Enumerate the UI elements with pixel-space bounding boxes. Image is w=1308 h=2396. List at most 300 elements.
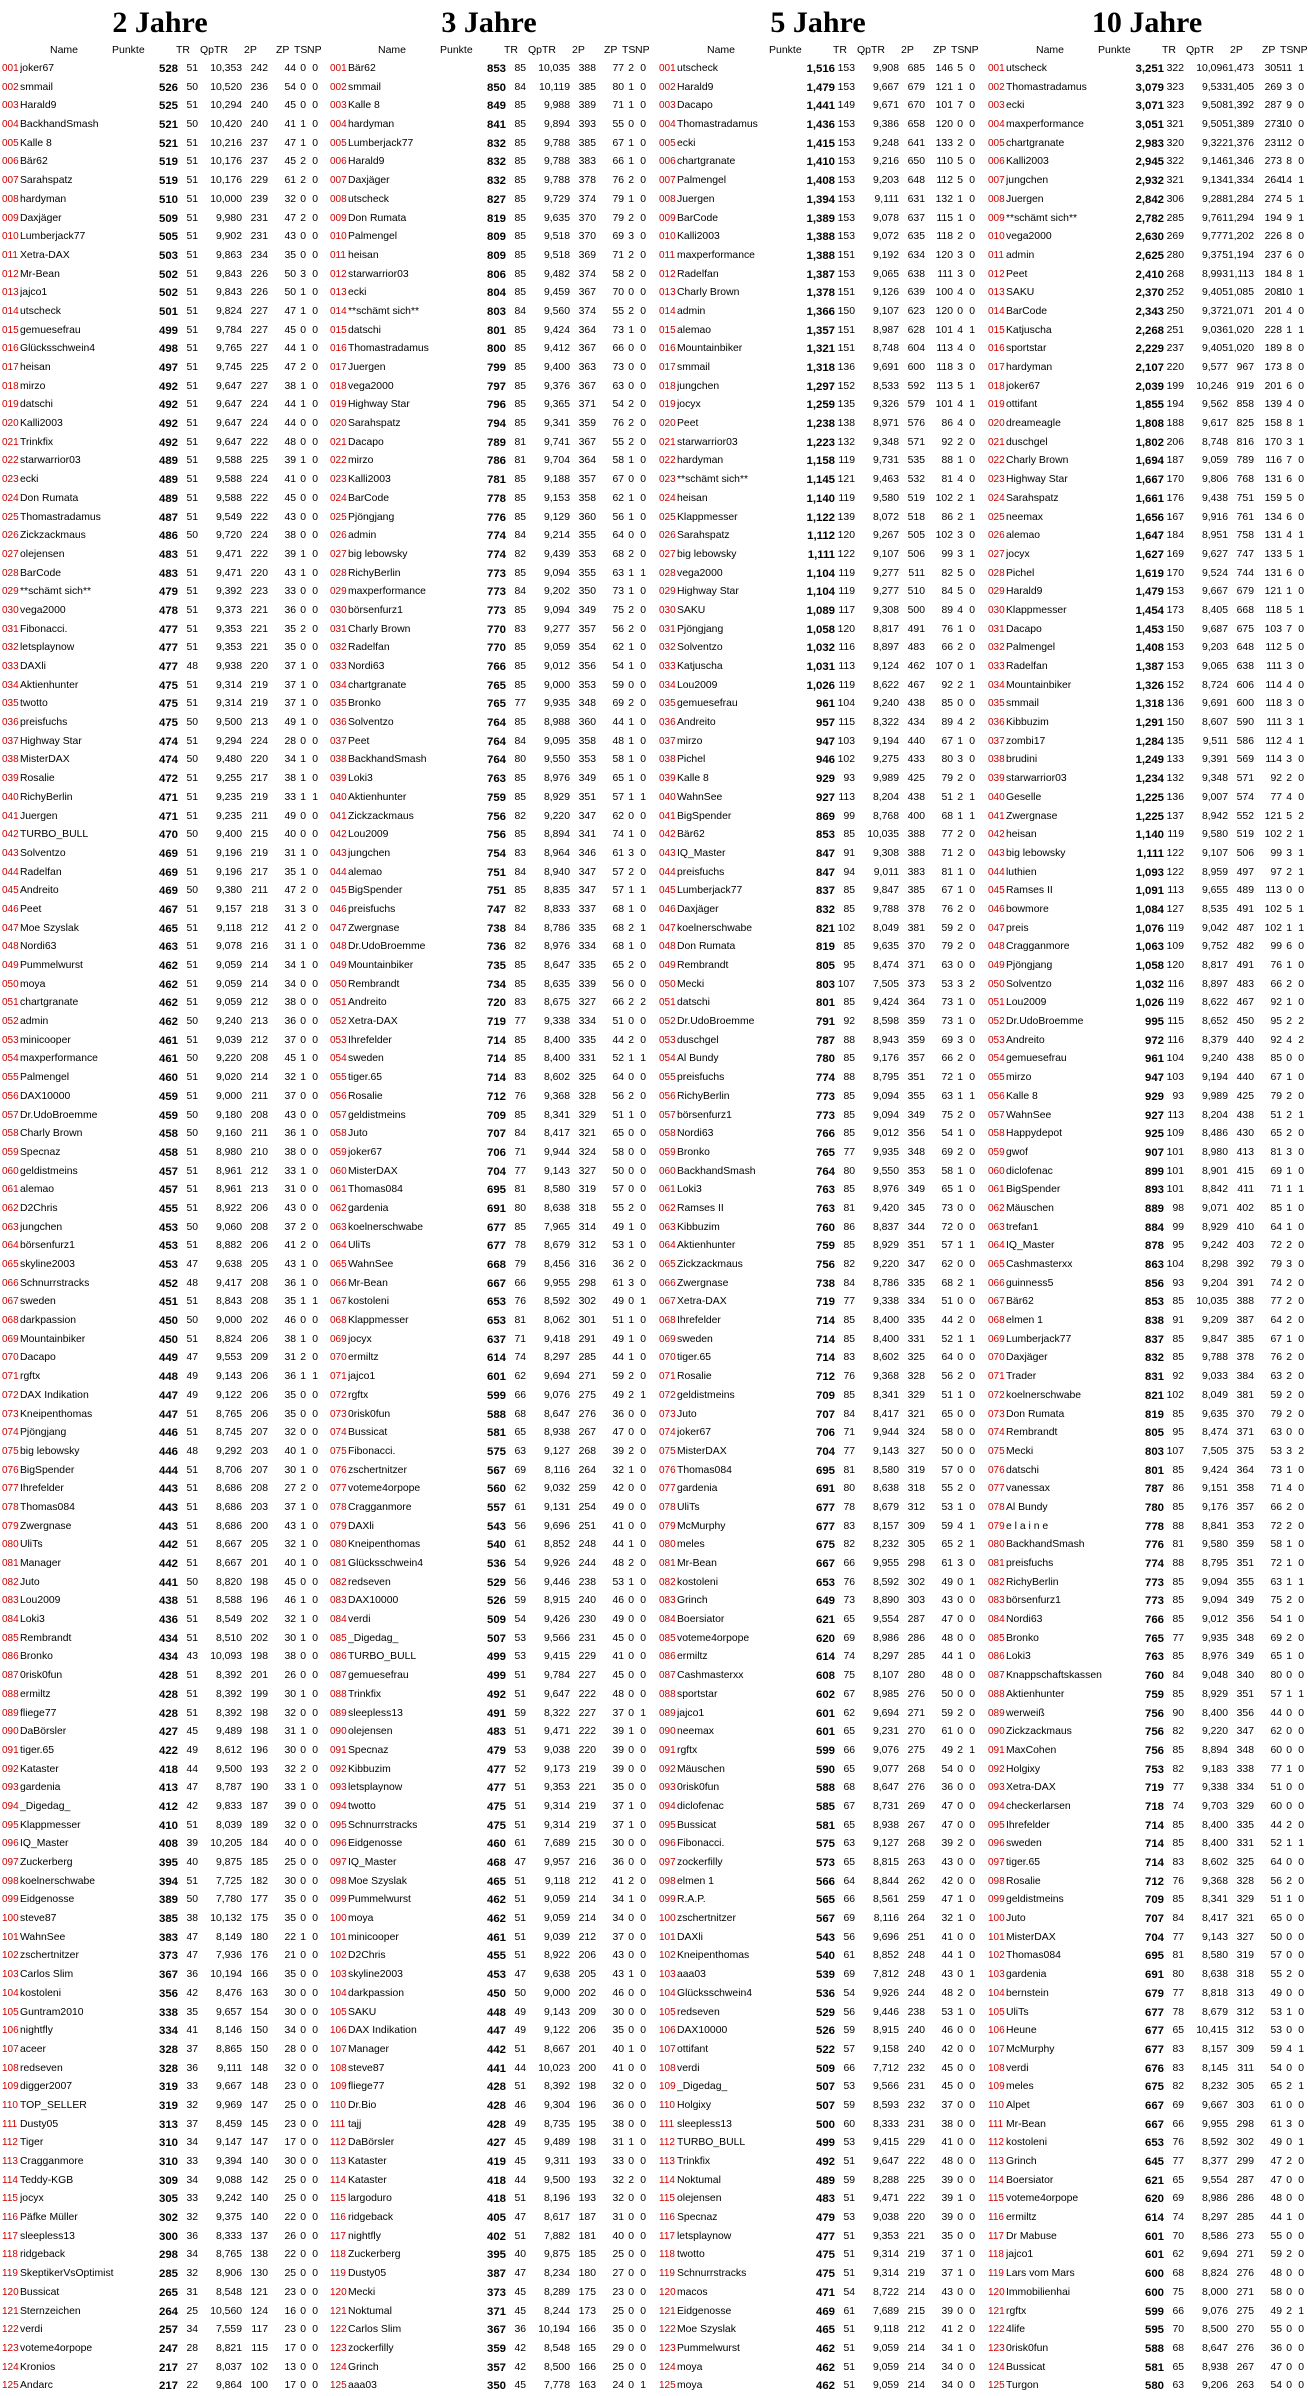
points-cell: 653 <box>785 1574 835 1593</box>
2p-cell: 201 <box>240 1667 268 1686</box>
points-cell: 521 <box>128 135 178 154</box>
qptr-cell: 9,203 <box>1182 639 1228 658</box>
2p-cell: 348 <box>1226 1742 1254 1761</box>
tr-cell: 53 <box>504 1742 526 1761</box>
qptr-cell: 9,294 <box>196 733 242 752</box>
block-10-jahre <box>986 0 1308 2312</box>
points-cell: 373 <box>456 2284 506 2303</box>
2p-cell: 1,113 <box>1226 266 1254 285</box>
points-cell: 540 <box>456 1536 506 1555</box>
table-row <box>0 116 320 135</box>
ts-cell: 1 <box>949 1387 963 1406</box>
np-cell: 0 <box>1292 770 1304 789</box>
name-cell: jungchen <box>20 1219 150 1238</box>
rank-cell: 077 <box>330 1480 348 1499</box>
qptr-cell: 8,922 <box>196 1200 242 1219</box>
name-cell: ridgeback <box>20 2246 150 2265</box>
qptr-cell: 9,129 <box>524 509 570 528</box>
zp-cell: 73 <box>925 1013 953 1032</box>
ts-cell: 1 <box>1278 1611 1292 1630</box>
zp-cell: 85 <box>1254 1050 1282 1069</box>
np-cell: 0 <box>1292 1349 1304 1368</box>
column-header-points: Punkte <box>1098 43 1131 57</box>
np-cell: 1 <box>1292 1107 1304 1126</box>
name-cell: mirzo <box>20 378 150 397</box>
np-cell: 0 <box>963 2022 975 2041</box>
rank-cell: 092 <box>659 1761 677 1780</box>
rank-cell: 002 <box>2 79 20 98</box>
rank-cell: 108 <box>988 2060 1006 2079</box>
rank-cell: 067 <box>2 1293 20 1312</box>
qptr-cell: 9,194 <box>1182 1069 1228 1088</box>
name-cell: Solventzo <box>20 845 150 864</box>
2p-cell: 359 <box>568 415 596 434</box>
qptr-cell: 8,786 <box>524 920 570 939</box>
ts-cell: 0 <box>620 2340 634 2359</box>
rank-cell: 058 <box>2 1125 20 1144</box>
zp-cell: 38 <box>268 770 296 789</box>
tr-cell: 75 <box>1162 2284 1184 2303</box>
table-row <box>328 303 650 322</box>
ts-cell: 5 <box>949 153 963 172</box>
zp-cell: 116 <box>1254 452 1282 471</box>
np-cell: 1 <box>634 1050 646 1069</box>
table-row <box>986 1518 1308 1537</box>
np-cell: 0 <box>963 415 975 434</box>
tr-cell: 51 <box>176 172 198 191</box>
ts-cell: 2 <box>949 490 963 509</box>
table-row <box>0 677 320 696</box>
zp-cell: 61 <box>925 1723 953 1742</box>
np-cell: 0 <box>306 1835 318 1854</box>
2p-cell: 212 <box>240 1032 268 1051</box>
2p-cell: 206 <box>568 2022 596 2041</box>
points-cell: 709 <box>785 1387 835 1406</box>
np-cell: 0 <box>306 695 318 714</box>
zp-cell: 51 <box>596 1312 624 1331</box>
np-cell: 1 <box>1292 920 1304 939</box>
name-cell: big lebowsky <box>348 546 478 565</box>
zp-cell: 189 <box>1254 340 1282 359</box>
points-cell: 412 <box>128 1798 178 1817</box>
name-cell: vega2000 <box>20 602 150 621</box>
qptr-cell: 8,549 <box>196 1611 242 1630</box>
points-cell: 427 <box>128 1723 178 1742</box>
table-row <box>657 845 979 864</box>
column-header-tr: TR <box>176 43 190 57</box>
np-cell: 0 <box>634 415 646 434</box>
points-cell: 738 <box>785 1275 835 1294</box>
np-cell: 0 <box>963 210 975 229</box>
2p-cell: 181 <box>568 2228 596 2247</box>
qptr-cell: 8,987 <box>853 322 899 341</box>
name-cell: MaxCohen <box>1006 1742 1136 1761</box>
points-cell: 489 <box>128 471 178 490</box>
ts-cell: 1 <box>1278 1761 1292 1780</box>
points-cell: 469 <box>128 882 178 901</box>
name-cell: Zickzackmaus <box>348 808 478 827</box>
name-cell: Dacapo <box>677 97 807 116</box>
points-cell: 418 <box>128 1761 178 1780</box>
qptr-cell: 9,188 <box>524 471 570 490</box>
2p-cell: 670 <box>897 97 925 116</box>
ts-cell: 0 <box>620 1648 634 1667</box>
points-cell: 778 <box>456 490 506 509</box>
rank-cell: 080 <box>2 1536 20 1555</box>
zp-cell: 51 <box>925 1387 953 1406</box>
rank-cell: 121 <box>659 2303 677 2322</box>
np-cell: 0 <box>1292 1237 1304 1256</box>
name-cell: starwarrior03 <box>20 452 150 471</box>
points-cell: 459 <box>128 1088 178 1107</box>
ts-cell: 1 <box>292 1630 306 1649</box>
qptr-cell: 9,214 <box>524 527 570 546</box>
table-row <box>657 938 979 957</box>
name-cell: jungchen <box>1006 172 1136 191</box>
zp-cell: 56 <box>596 1088 624 1107</box>
2p-cell: 370 <box>897 938 925 957</box>
name-cell: Xetra-DAX <box>348 1013 478 1032</box>
name-cell: Daxjäger <box>348 172 478 191</box>
2p-cell: 223 <box>240 583 268 602</box>
ts-cell: 1 <box>620 826 634 845</box>
qptr-cell: 9,088 <box>196 2172 242 2191</box>
np-cell: 0 <box>634 434 646 453</box>
2p-cell: 198 <box>240 1574 268 1593</box>
np-cell: 0 <box>963 2004 975 2023</box>
ts-cell: 2 <box>949 845 963 864</box>
2p-cell: 200 <box>568 2060 596 2079</box>
tr-cell: 50 <box>176 527 198 546</box>
2p-cell: 519 <box>1226 826 1254 845</box>
ts-cell: 1 <box>292 1779 306 1798</box>
2p-cell: 967 <box>1226 359 1254 378</box>
rank-cell: 120 <box>330 2284 348 2303</box>
column-header-ts: TS <box>1280 43 1293 57</box>
2p-cell: 102 <box>240 2359 268 2378</box>
zp-cell: 35 <box>268 1966 296 1985</box>
ts-cell: 1 <box>292 938 306 957</box>
zp-cell: 36 <box>596 2097 624 2116</box>
tr-cell: 251 <box>1162 322 1184 341</box>
points-cell: 1,058 <box>1114 957 1164 976</box>
rank-cell: 075 <box>659 1443 677 1462</box>
zp-cell: 67 <box>596 471 624 490</box>
points-cell: 477 <box>456 1779 506 1798</box>
np-cell: 0 <box>963 97 975 116</box>
qptr-cell: 9,988 <box>524 97 570 116</box>
ts-cell: 0 <box>949 2022 963 2041</box>
np-cell: 1 <box>306 1293 318 1312</box>
tr-cell: 121 <box>833 471 855 490</box>
tr-cell: 84 <box>504 583 526 602</box>
points-cell: 1,647 <box>1114 527 1164 546</box>
np-cell: 0 <box>963 1200 975 1219</box>
zp-cell: 31 <box>268 938 296 957</box>
zp-cell: 95 <box>1254 1013 1282 1032</box>
name-cell: utscheck <box>1006 60 1136 79</box>
name-cell: Klappmesser <box>1006 602 1136 621</box>
zp-cell: 65 <box>596 1125 624 1144</box>
table-row <box>0 322 320 341</box>
rank-cell: 083 <box>2 1592 20 1611</box>
zp-cell: 32 <box>596 2172 624 2191</box>
name-cell: letsplaynow <box>348 1779 478 1798</box>
zp-cell: 71 <box>1254 1480 1282 1499</box>
qptr-cell: 9,078 <box>196 938 242 957</box>
zp-cell: 67 <box>1254 1069 1282 1088</box>
table-row <box>0 1985 320 2004</box>
2p-cell: 411 <box>1226 1181 1254 1200</box>
ts-cell: 0 <box>1278 1779 1292 1798</box>
np-cell: 0 <box>634 1443 646 1462</box>
rank-cell: 014 <box>988 303 1006 322</box>
points-cell: 462 <box>128 976 178 995</box>
qptr-cell: 8,580 <box>853 1462 899 1481</box>
points-cell: 764 <box>456 733 506 752</box>
2p-cell: 358 <box>568 733 596 752</box>
name-cell: alemao <box>677 322 807 341</box>
tr-cell: 83 <box>1162 2041 1184 2060</box>
table-row <box>657 677 979 696</box>
zp-cell: 58 <box>925 1163 953 1182</box>
np-cell: 0 <box>963 1293 975 1312</box>
table-row <box>328 2359 650 2378</box>
table-row <box>328 714 650 733</box>
zp-cell: 111 <box>925 266 953 285</box>
rank-cell: 033 <box>2 658 20 677</box>
name-cell: voteme4orpope <box>1006 2190 1136 2209</box>
np-cell: 0 <box>963 1555 975 1574</box>
qptr-cell: 9,405 <box>1182 284 1228 303</box>
name-cell: elmen 1 <box>1006 1312 1136 1331</box>
table-row <box>657 1088 979 1107</box>
2p-cell: 393 <box>568 116 596 135</box>
tr-cell: 78 <box>504 1237 526 1256</box>
qptr-cell: 10,119 <box>524 79 570 98</box>
rank-cell: 042 <box>330 826 348 845</box>
tr-cell: 85 <box>1162 1406 1184 1425</box>
qptr-cell: 9,380 <box>196 882 242 901</box>
qptr-cell: 8,592 <box>853 1574 899 1593</box>
np-cell: 0 <box>634 1611 646 1630</box>
name-cell: verdi <box>20 2321 150 2340</box>
qptr-cell: 9,908 <box>853 60 899 79</box>
qptr-cell: 9,405 <box>1182 340 1228 359</box>
tr-cell: 306 <box>1162 191 1184 210</box>
table-row <box>657 1817 979 1836</box>
points-cell: 832 <box>456 172 506 191</box>
ts-cell: 1 <box>949 191 963 210</box>
points-cell: 764 <box>456 751 506 770</box>
2p-cell: 347 <box>1226 1723 1254 1742</box>
zp-cell: 68 <box>925 1275 953 1294</box>
zp-cell: 48 <box>925 1985 953 2004</box>
qptr-cell: 8,456 <box>524 1256 570 1275</box>
2p-cell: 185 <box>240 1854 268 1873</box>
zp-cell: 63 <box>1254 1424 1282 1443</box>
rank-cell: 046 <box>330 901 348 920</box>
qptr-cell: 9,788 <box>524 135 570 154</box>
np-cell: 0 <box>1292 1592 1304 1611</box>
table-row <box>657 864 979 883</box>
zp-cell: 43 <box>596 1947 624 1966</box>
table-row <box>328 1387 650 1406</box>
table-row <box>657 2190 979 2209</box>
rank-cell: 035 <box>2 695 20 714</box>
rank-cell: 088 <box>988 1686 1006 1705</box>
rank-cell: 038 <box>659 751 677 770</box>
rank-cell: 023 <box>659 471 677 490</box>
name-cell: Peet <box>348 733 478 752</box>
2p-cell: 212 <box>240 920 268 939</box>
name-cell: chartgranate <box>20 994 150 1013</box>
points-cell: 706 <box>785 1424 835 1443</box>
2p-cell: 355 <box>568 527 596 546</box>
rank-cell: 011 <box>330 247 348 266</box>
qptr-cell: 8,234 <box>524 2265 570 2284</box>
tr-cell: 119 <box>833 677 855 696</box>
ts-cell: 0 <box>620 2097 634 2116</box>
points-cell: 675 <box>1114 2078 1164 2097</box>
points-cell: 884 <box>1114 1219 1164 1238</box>
rank-cell: 068 <box>2 1312 20 1331</box>
np-cell: 0 <box>634 621 646 640</box>
qptr-cell: 9,392 <box>196 583 242 602</box>
np-cell: 0 <box>306 2172 318 2191</box>
ts-cell: 3 <box>1278 751 1292 770</box>
rank-cell: 076 <box>2 1462 20 1481</box>
qptr-cell: 7,725 <box>196 1873 242 1892</box>
table-row <box>0 60 320 79</box>
ts-cell: 1 <box>1278 1069 1292 1088</box>
table-row <box>0 97 320 116</box>
points-cell: 394 <box>128 1873 178 1892</box>
name-cell: Dacapo <box>20 1349 150 1368</box>
points-cell: 832 <box>1114 1349 1164 1368</box>
qptr-cell: 9,076 <box>524 1387 570 1406</box>
rank-cell: 116 <box>659 2209 677 2228</box>
tr-cell: 51 <box>176 639 198 658</box>
np-cell: 0 <box>306 490 318 509</box>
ts-cell: 0 <box>292 2303 306 2322</box>
ts-cell: 1 <box>620 1312 634 1331</box>
column-header-row <box>986 43 1308 57</box>
name-cell: Kataster <box>348 2153 478 2172</box>
zp-cell: 47 <box>1254 2153 1282 2172</box>
qptr-cell: 8,748 <box>853 340 899 359</box>
name-cell: Aktienhunter <box>348 789 478 808</box>
points-cell: 1,031 <box>785 658 835 677</box>
ts-cell: 1 <box>620 938 634 957</box>
ts-cell: 0 <box>292 2190 306 2209</box>
np-cell: 0 <box>963 247 975 266</box>
name-cell: Fibonacci. <box>20 621 150 640</box>
name-cell: Cashmasterxx <box>677 1667 807 1686</box>
2p-cell: 751 <box>1226 490 1254 509</box>
np-cell: 0 <box>634 1144 646 1163</box>
ts-cell: 5 <box>1278 901 1292 920</box>
table-row <box>657 1835 979 1854</box>
qptr-cell: 7,936 <box>196 1947 242 1966</box>
np-cell: 0 <box>306 1891 318 1910</box>
tr-cell: 56 <box>833 2004 855 2023</box>
tr-cell: 34 <box>176 2321 198 2340</box>
np-cell: 0 <box>963 845 975 864</box>
2p-cell: 240 <box>240 116 268 135</box>
ts-cell: 4 <box>1278 2041 1292 2060</box>
zp-cell: 22 <box>268 2246 296 2265</box>
table-row <box>986 1742 1308 1761</box>
points-cell: 573 <box>785 1854 835 1873</box>
name-cell: Dr.UdoBroemme <box>348 938 478 957</box>
np-cell: 0 <box>1292 639 1304 658</box>
ts-cell: 10 <box>1278 116 1292 135</box>
tr-cell: 170 <box>1162 565 1184 584</box>
tr-cell: 85 <box>833 1237 855 1256</box>
name-cell: DAXli <box>348 1518 478 1537</box>
rank-cell: 046 <box>2 901 20 920</box>
2p-cell: 334 <box>897 1293 925 1312</box>
block-3-jahre <box>328 0 650 2312</box>
ts-cell: 0 <box>292 509 306 528</box>
zp-cell: 70 <box>596 284 624 303</box>
rank-cell: 055 <box>659 1069 677 1088</box>
tr-cell: 51 <box>176 1293 198 1312</box>
name-cell: WahnSee <box>348 1256 478 1275</box>
rank-cell: 043 <box>330 845 348 864</box>
np-cell: 0 <box>634 1966 646 1985</box>
tr-cell: 51 <box>176 1611 198 1630</box>
points-cell: 695 <box>1114 1947 1164 1966</box>
points-cell: 310 <box>128 2134 178 2153</box>
points-cell: 467 <box>128 901 178 920</box>
rank-cell: 054 <box>988 1050 1006 1069</box>
ts-cell: 2 <box>1278 1873 1292 1892</box>
np-cell: 0 <box>634 2228 646 2247</box>
np-cell: 1 <box>1292 1181 1304 1200</box>
table-row <box>986 1592 1308 1611</box>
points-cell: 510 <box>128 191 178 210</box>
points-cell: 796 <box>456 396 506 415</box>
qptr-cell: 9,039 <box>524 1929 570 1948</box>
2p-cell: 483 <box>897 639 925 658</box>
ts-cell: 0 <box>620 2228 634 2247</box>
rank-cell: 103 <box>330 1966 348 1985</box>
2p-cell: 276 <box>897 1686 925 1705</box>
zp-cell: 92 <box>1254 994 1282 1013</box>
rank-cell: 064 <box>330 1237 348 1256</box>
np-cell: 0 <box>1292 1854 1304 1873</box>
zp-cell: 46 <box>596 1592 624 1611</box>
qptr-cell: 8,897 <box>1182 976 1228 995</box>
rank-cell: 006 <box>659 153 677 172</box>
2p-cell: 150 <box>240 2041 268 2060</box>
table-row <box>657 2004 979 2023</box>
zp-cell: 57 <box>596 789 624 808</box>
ts-cell: 1 <box>949 808 963 827</box>
2p-cell: 298 <box>897 1555 925 1574</box>
name-cell: jocyx <box>677 396 807 415</box>
tr-cell: 50 <box>176 826 198 845</box>
rank-cell: 118 <box>330 2246 348 2265</box>
qptr-cell: 8,333 <box>853 2116 899 2135</box>
zp-cell: 58 <box>596 751 624 770</box>
tr-cell: 66 <box>833 1555 855 1574</box>
tr-cell: 51 <box>504 1817 526 1836</box>
2p-cell: 505 <box>897 527 925 546</box>
table-row <box>657 1929 979 1948</box>
